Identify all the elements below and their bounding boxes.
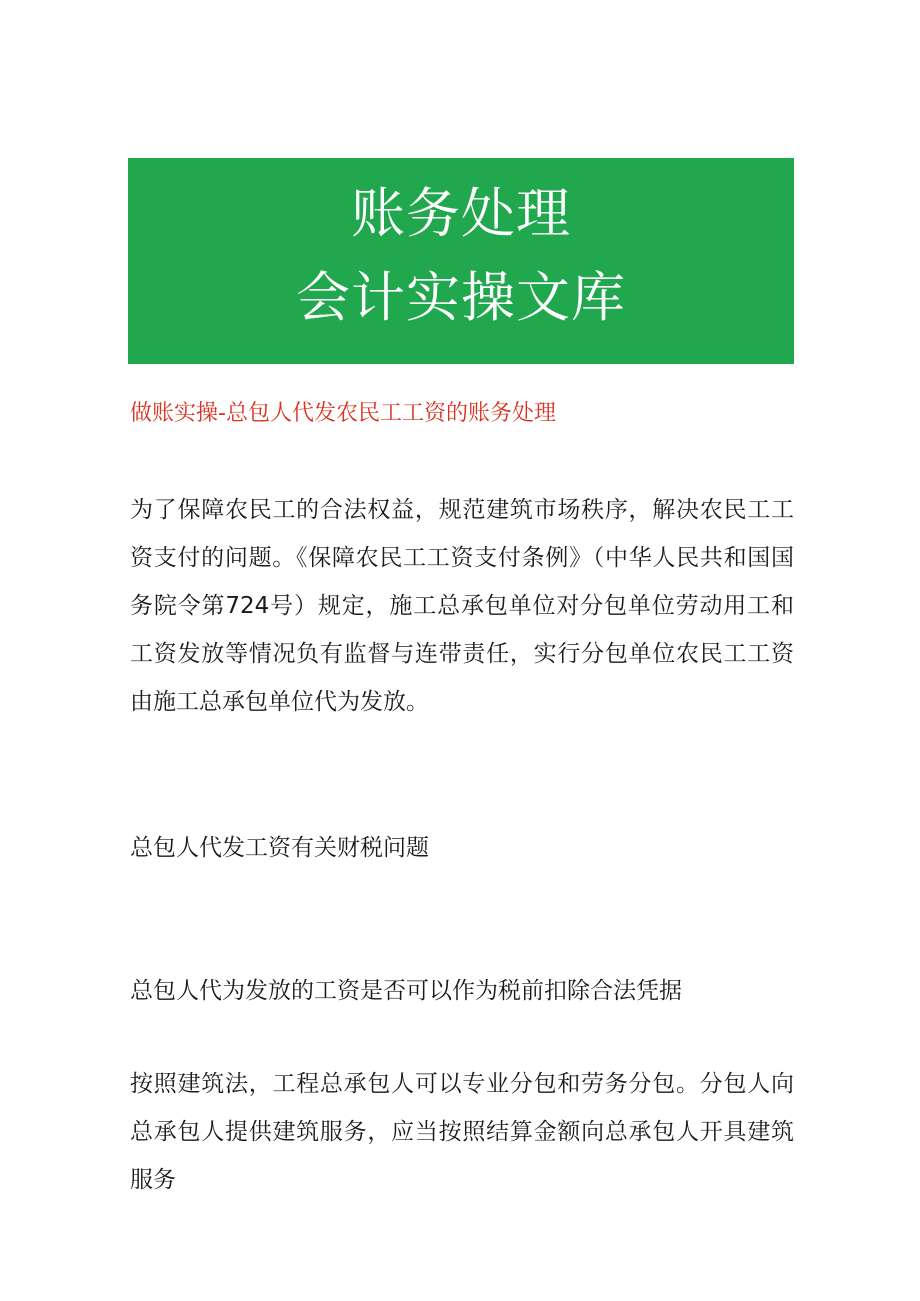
paragraph-intro: 为了保障农民工的合法权益，规范建筑市场秩序，解决农民工工资支付的问题。《保障农民工工资支付条例》（中华人民共和国国务院令第724号）规定，施工总承包单位对分包单位劳动用工和工资发放等情况负有监督与连带责任，实行分包单位农民工工资由施工总承包单位代为发放。 bbox=[130, 497, 794, 715]
banner-title-line2: 会计实操文库 bbox=[296, 266, 626, 329]
banner-title-line1: 账务处理 bbox=[351, 182, 571, 245]
paragraph-construction-law: 按照建筑法，工程总承包人可以专业分包和劳务分包。分包人向总承包人提供建筑服务，应当按照结算金额向总承包人开具建筑服务 bbox=[130, 1071, 794, 1193]
header-banner bbox=[128, 158, 794, 364]
section-heading-tax-issues: 总包人代发工资有关财税问题 bbox=[130, 835, 429, 861]
article-title: 做账实操-总包人代发农民工工资的账务处理 bbox=[130, 401, 556, 426]
section-heading-deduction-evidence: 总包人代为发放的工资是否可以作为税前扣除合法凭据 bbox=[130, 978, 682, 1004]
